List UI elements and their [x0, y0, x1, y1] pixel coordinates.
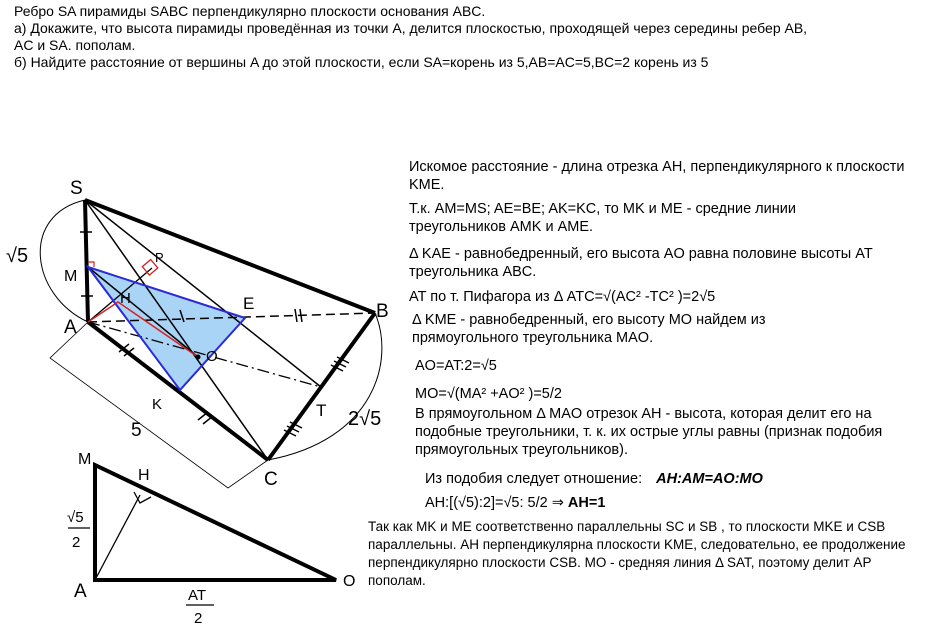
ma-numerator: √5	[67, 509, 84, 526]
edge-sc	[85, 200, 268, 460]
dim-label-sa: √5	[6, 245, 29, 267]
edge-bc	[268, 313, 375, 460]
pyramid-figure	[6, 178, 389, 490]
label-p: P	[155, 250, 164, 265]
label-o: O	[206, 348, 218, 365]
label-k: K	[152, 396, 163, 413]
tri-label-a: A	[74, 581, 87, 602]
label-e: E	[243, 294, 255, 313]
solution-note: Так как MK и ME соответственно параллельны SC и SB , то плоскости MKE и CSB параллельны. AH перпендикулярна плоскости KME, следовательно, ее продолжение перпендикулярно плоскости CSB. MO - средняя линия Δ SAT, поэтому делит AP пополам.	[368, 519, 906, 588]
solution-step-1: Искомое расстояние - длина отрезка AH, перпендикулярного к плоскости KME.	[409, 159, 905, 193]
tick-kc-1	[198, 412, 208, 420]
problem-line-3: AC и SA. пополам.	[14, 37, 136, 53]
similarity-ratio: AH:AM=AO:MO	[656, 471, 763, 487]
solution-step-2: Т.к. AM=MS; AE=BE; AK=KC, то MK и ME - средние линии треугольников AMK и AME.	[409, 201, 796, 235]
label-c: C	[264, 469, 278, 490]
dim-label-bc: 2√5	[348, 408, 382, 430]
edge-sa	[85, 200, 88, 322]
tick-eb-2	[300, 309, 302, 322]
tri-label-h: H	[138, 467, 150, 484]
final-answer: AH=1	[567, 495, 606, 511]
solution-step-7: MO=√(MA² +AO² )=5/2	[415, 386, 562, 402]
dim-label-ac: 5	[131, 420, 142, 441]
label-a: A	[64, 317, 77, 338]
solution-step-8: В прямоугольном Δ MAO отрезок AH - высота, которая делит его на подобные треугольники, т. к. их острые углы равны (признак подобия прямоугольных треугольников).	[415, 406, 883, 458]
ao-numerator: AT	[188, 587, 207, 604]
tri-label-m: M	[78, 451, 92, 468]
ao-denominator: 2	[194, 610, 203, 627]
tick-kc-2	[203, 416, 213, 424]
step-10-prefix: AH:[(√5):2]=√5: 5/2 ⇒	[425, 495, 568, 511]
problem-line-4: б) Найдите расстояние от вершины A до этой плоскости, если SA=корень из 5,AB=AC=5,BC=2 корень из 5	[14, 54, 709, 70]
label-h: H	[120, 290, 131, 307]
solution-step-3: Δ KAE - равнобедренный, его высота AO равна половине высоты AT треугольника ABC.	[409, 246, 873, 280]
tick-eb-1	[295, 309, 297, 322]
triangle-mao-figure	[67, 451, 355, 627]
dim-curve-sa	[40, 200, 88, 322]
solution-step-4: AT по т. Пифагора из Δ ATC=√(AC² -TC² )=2√5	[409, 289, 716, 305]
point-o	[196, 355, 201, 360]
step-9-prefix: Из подобия следует отношение:	[425, 471, 643, 487]
solution-step-5: Δ KME - равнобедренный, его высоту MO найдем из прямоугольного треугольника MAO.	[412, 312, 766, 346]
tri-label-o: O	[343, 573, 356, 590]
problem-line-1: Ребро SA пирамиды SABC перпендикулярно плоскости основания ABC.	[14, 3, 486, 19]
problem-line-2: а) Докажите, что высота пирамиды проведённая из точки A, делится плоскостью, проходящей через середины ребер AB,	[14, 20, 808, 36]
label-b: B	[376, 301, 389, 322]
height-ah-small	[95, 495, 140, 580]
ma-denominator: 2	[72, 534, 81, 551]
solution-step-6: AO=AT:2=√5	[415, 358, 497, 374]
label-s: S	[70, 178, 83, 199]
label-m: M	[64, 268, 78, 285]
triangle-mao	[95, 465, 336, 580]
label-t: T	[316, 401, 327, 420]
